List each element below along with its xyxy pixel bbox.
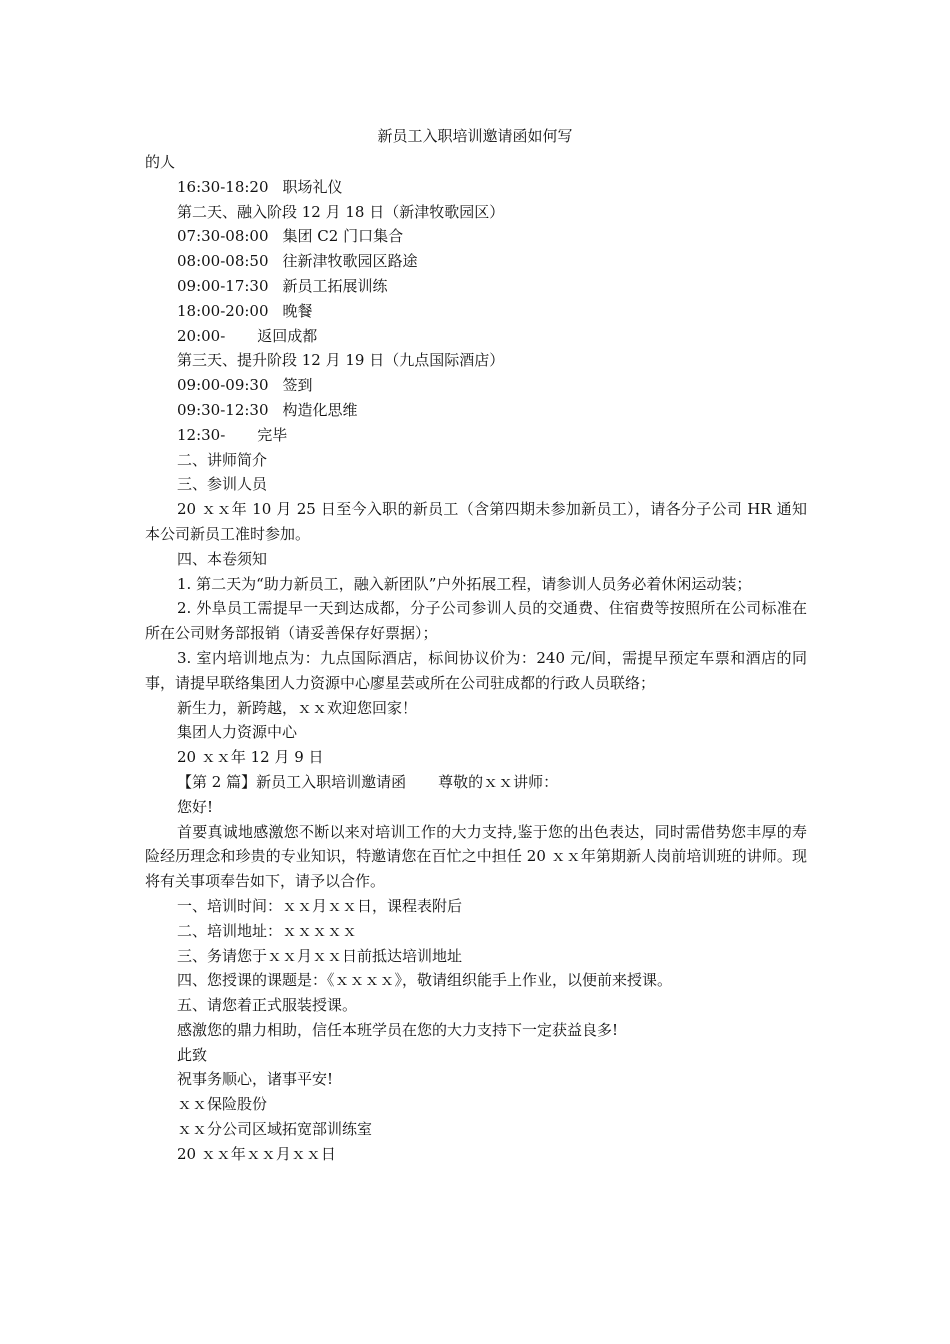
body-line (145, 770, 807, 795)
line-text: 【第 2 篇】新员工入职培训邀请函 (177, 772, 407, 791)
body-line (145, 696, 807, 721)
body-line (145, 944, 807, 969)
line-text: 20 ｘｘ年ｘｘ月ｘｘ日 (177, 1144, 336, 1163)
line-text: 感激您的鼎力相助，信任本班学员在您的大力支持下一定获益良多! (177, 1020, 619, 1039)
line-text: 四、本卷须知 (177, 549, 268, 568)
body-line (145, 1067, 807, 1092)
line-text: 新生力，新跨越，ｘｘ欢迎您回家！ (177, 698, 418, 717)
body-line (145, 894, 807, 919)
line-text: ｘｘ分公司区域拓宽部训练室 (177, 1120, 373, 1139)
schedule-line (145, 324, 807, 349)
body-line (145, 547, 807, 572)
schedule-activity: 集团 C2 门口集合 (282, 227, 404, 246)
body-line (145, 720, 807, 745)
body-line (145, 968, 807, 993)
line-text: 二、讲师简介 (177, 450, 268, 469)
schedule-time: 09:30-12:30 (177, 400, 269, 419)
schedule-time: 09:00-17:30 (177, 276, 269, 295)
body-line (145, 993, 807, 1018)
body-paragraph: 3. 室内培训地点为：九点国际酒店，标间协议价为：240 元/间，需提早预定车票和酒店的同事，请提早联络集团人力资源中心廖星芸或所在公司驻成都的行政人员联络； (145, 648, 807, 692)
body-line (145, 1117, 807, 1142)
schedule-activity: 晚餐 (282, 301, 313, 320)
body-line (145, 745, 807, 770)
schedule-line (145, 373, 807, 398)
schedule-activity: 职场礼仪 (282, 177, 343, 196)
body-line (145, 1142, 807, 1167)
body-line (145, 1018, 807, 1043)
body-line (145, 472, 807, 497)
schedule-activity: 构造化思维 (282, 400, 358, 419)
document-body (145, 150, 807, 1167)
body-line (145, 1092, 807, 1117)
schedule-line (145, 299, 807, 324)
body-paragraph: 2. 外阜员工需提早一天到达成都，分子公司参训人员的交通费、住宿费等按照所在公司标准在所在公司财务部报销（请妥善保存好票据）； (145, 599, 807, 643)
schedule-time: 08:00-08:50 (177, 252, 269, 271)
schedule-activity: 签到 (282, 376, 313, 395)
document-title: 新员工入职培训邀请函如何写 (377, 127, 573, 145)
body-line (145, 795, 807, 820)
schedule-line (145, 224, 807, 249)
body-line (145, 348, 807, 373)
body-line (145, 200, 807, 225)
schedule-activity: 新员工拓展训练 (282, 276, 388, 295)
line-text: 三、务请您于ｘｘ月ｘｘ日前抵达培训地址 (177, 946, 463, 965)
line-text: 20 ｘｘ年 12 月 9 日 (177, 748, 324, 767)
line-text-secondary: 尊敬的ｘｘ讲师： (438, 772, 559, 791)
body-paragraph: 首要真诚地感激您不断以来对培训工作的大力支持,鉴于您的出色表达，同时需借势您丰厚的寿险经历理念和珍贵的专业知识，特邀请您在百忙之中担任 20 ｘｘ年第期新人岗前培训班的讲师。现将有关事项奉告如下，请予以合作。 (145, 822, 807, 891)
schedule-activity: 返回成都 (257, 326, 318, 345)
schedule-activity: 往新津牧歌园区路途 (282, 252, 418, 271)
line-text: 第三天、提升阶段 12 月 19 日（九点国际酒店） (177, 351, 505, 370)
schedule-time: 20:00- (177, 326, 226, 345)
line-text: 集团人力资源中心 (177, 723, 298, 742)
line-text: 第二天、融入阶段 12 月 18 日（新津牧歌园区） (177, 202, 505, 221)
schedule-time: 09:00-09:30 (177, 376, 269, 395)
schedule-time: 07:30-08:00 (177, 227, 269, 246)
schedule-line (145, 398, 807, 423)
schedule-line (145, 249, 807, 274)
body-line (145, 448, 807, 473)
line-text: ｘｘ保险股份 (177, 1095, 268, 1114)
body-line (145, 919, 807, 944)
body-paragraph: 1. 第二天为“助力新员工，融入新团队”户外拓展工程，请参训人员务必着休闲运动装； (177, 574, 752, 593)
schedule-activity: 完毕 (257, 425, 288, 444)
line-text: 三、参训人员 (177, 475, 268, 494)
schedule-time: 12:30- (177, 425, 226, 444)
body-paragraph: 20 ｘｘ年 10 月 25 日至今入职的新员工（含第四期未参加新员工），请各分子公司 HR 通知本公司新员工准时参加。 (145, 500, 807, 543)
line-text: 四、您授课的课题是：《ｘｘｘｘ》，敬请组织能手上作业，以便前来授课。 (177, 971, 673, 990)
schedule-time: 16:30-18:20 (177, 177, 269, 196)
body-line (145, 150, 807, 175)
line-text: 二、培训地址：ｘｘｘｘｘ (177, 921, 358, 940)
line-text: 此致 (177, 1045, 208, 1064)
line-text: 您好! (177, 797, 214, 816)
line-text: 的人 (145, 153, 176, 171)
line-text: 祝事务顺心，诸事平安! (177, 1070, 334, 1089)
schedule-line (145, 274, 807, 299)
schedule-line (145, 175, 807, 200)
schedule-line (145, 423, 807, 448)
line-text: 五、请您着正式服装授课。 (177, 996, 358, 1015)
body-line (145, 1043, 807, 1068)
schedule-time: 18:00-20:00 (177, 301, 269, 320)
line-text: 一、培训时间：ｘｘ月ｘｘ日，课程表附后 (177, 896, 463, 915)
